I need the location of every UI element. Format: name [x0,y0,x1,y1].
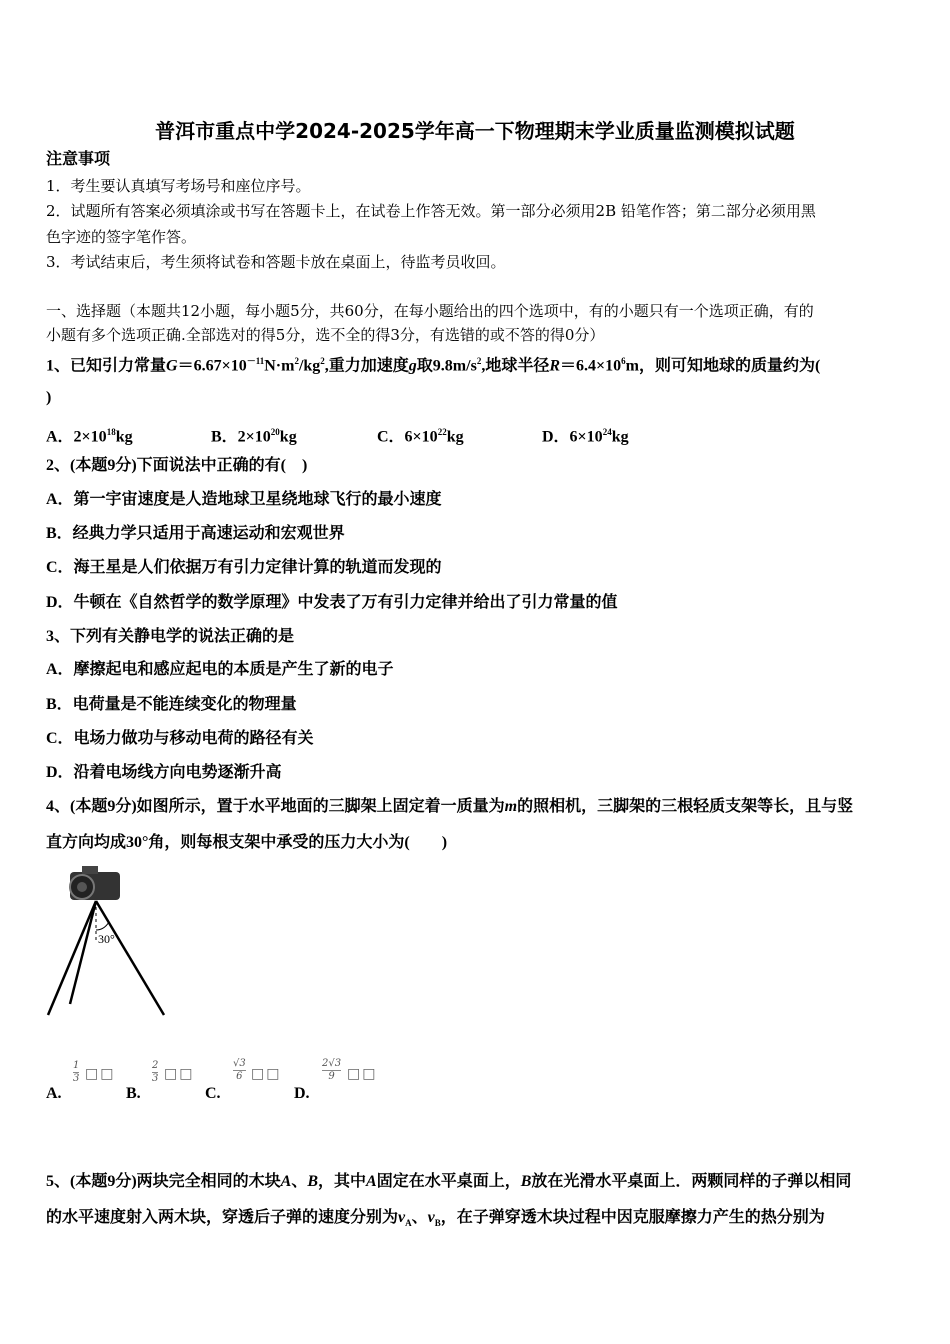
option-c: C. [205,1085,221,1102]
notice-item: 2．试题所有答案必须填涂或书写在答题卡上，在试卷上作答无效。第一部分必须用2B 铅笔作答；第二部分必须用黑 [46,202,816,220]
fraction: $\frac{1}{3}$ [73,1060,80,1084]
unit-placeholder: □□ [85,1066,116,1082]
option-b: B．$2\times 10^{20}kg$ [211,427,297,446]
option-d: D．沿着电场线方向电势逐渐升高 [46,764,282,781]
question-4-stem: 4、(本题9分)如图所示，置于水平地面的三脚架上固定着一质量为m的照相机，三脚架的三根轻质支架等长，且与竖 [46,798,854,815]
page-title: 普洱市重点中学2024-2025学年高一下物理期末学业质量监测模拟试题 [155,119,795,143]
section-instructions: 小题有多个选项正确.全部选对的得5分，选不全的得3分，有选错的或不答的得0分） [46,326,605,344]
unit-placeholder: □□ [347,1066,378,1082]
question-5-stem: 的水平速度射入两木块，穿透后子弹的速度分别为$v_A$、$v_B$，在子弹穿透木块过程中因克服摩擦力产生的热分别为 [46,1209,825,1229]
fraction: $\frac{2}{3}$ [152,1060,159,1084]
question-2-stem: 2、(本题9分)下面说法中正确的有( ) [46,457,308,474]
notice-item: 1．考生要认真填写考场号和座位序号。 [46,177,311,195]
option-d: D．牛顿在《自然哲学的数学原理》中发表了万有引力定律并给出了引力常量的值 [46,594,618,611]
notice-item: 3．考试结束后，考生须将试卷和答题卡放在桌面上，待监考员收回。 [46,253,506,271]
option-a: A．$2\times 10^{18}kg$ [46,427,133,446]
question-5-stem: 5、(本题9分)两块完全相同的木块A、B，其中A固定在水平桌面上，B放在光滑水平桌面上．两颗同样的子弹以相同 [46,1173,852,1190]
fraction: $\frac{2√3}{9}$ [322,1058,342,1082]
option-a: A. [46,1085,62,1102]
option-c: C．海王星是人们依据万有引力定律计算的轨道而发现的 [46,559,442,576]
option-c: C．$6\times 10^{22}kg$ [377,427,464,446]
option-b: B. [126,1085,141,1102]
angle-label: 30° [98,932,115,946]
unit-placeholder: □□ [251,1066,282,1082]
question-1-stem: 1、已知引力常量$G=6.67\times 10^{-11}N\cdot m^2/kg^2$,重力加速度g取$9.8m/s^2$,地球半径$R=6.4\times 10^6m$，则可知地球的质量约为( [46,356,821,375]
notice-heading: 注意事项 [46,151,111,168]
option-a: A．第一宇宙速度是人造地球卫星绕地球飞行的最小速度 [46,491,442,508]
camera-icon [70,866,120,900]
option-d: D．$6\times 10^{24}kg$ [542,427,629,446]
section-instructions: 一、选择题（本题共12小题，每小题5分，共60分，在每小题给出的四个选项中，有的小题只有一个选项正确，有的 [46,302,814,320]
unit-placeholder: □□ [164,1066,195,1082]
option-a: A．摩擦起电和感应起电的本质是产生了新的电子 [46,661,394,678]
fraction: $\frac{√3}{6}$ [233,1058,246,1082]
question-1-close: ) [46,389,52,406]
notice-item: 色字迹的签字笔作答。 [46,228,197,246]
option-c: C．电场力做功与移动电荷的路径有关 [46,730,314,747]
option-b: B．经典力学只适用于高速运动和宏观世界 [46,525,345,542]
question-3-stem: 3、下列有关静电学的说法正确的是 [46,628,295,645]
question-4-stem: 直方向均成30°角，则每根支架中承受的压力大小为( ) [46,834,448,851]
option-b: B．电荷量是不能连续变化的物理量 [46,696,297,713]
option-d: D. [294,1085,310,1102]
